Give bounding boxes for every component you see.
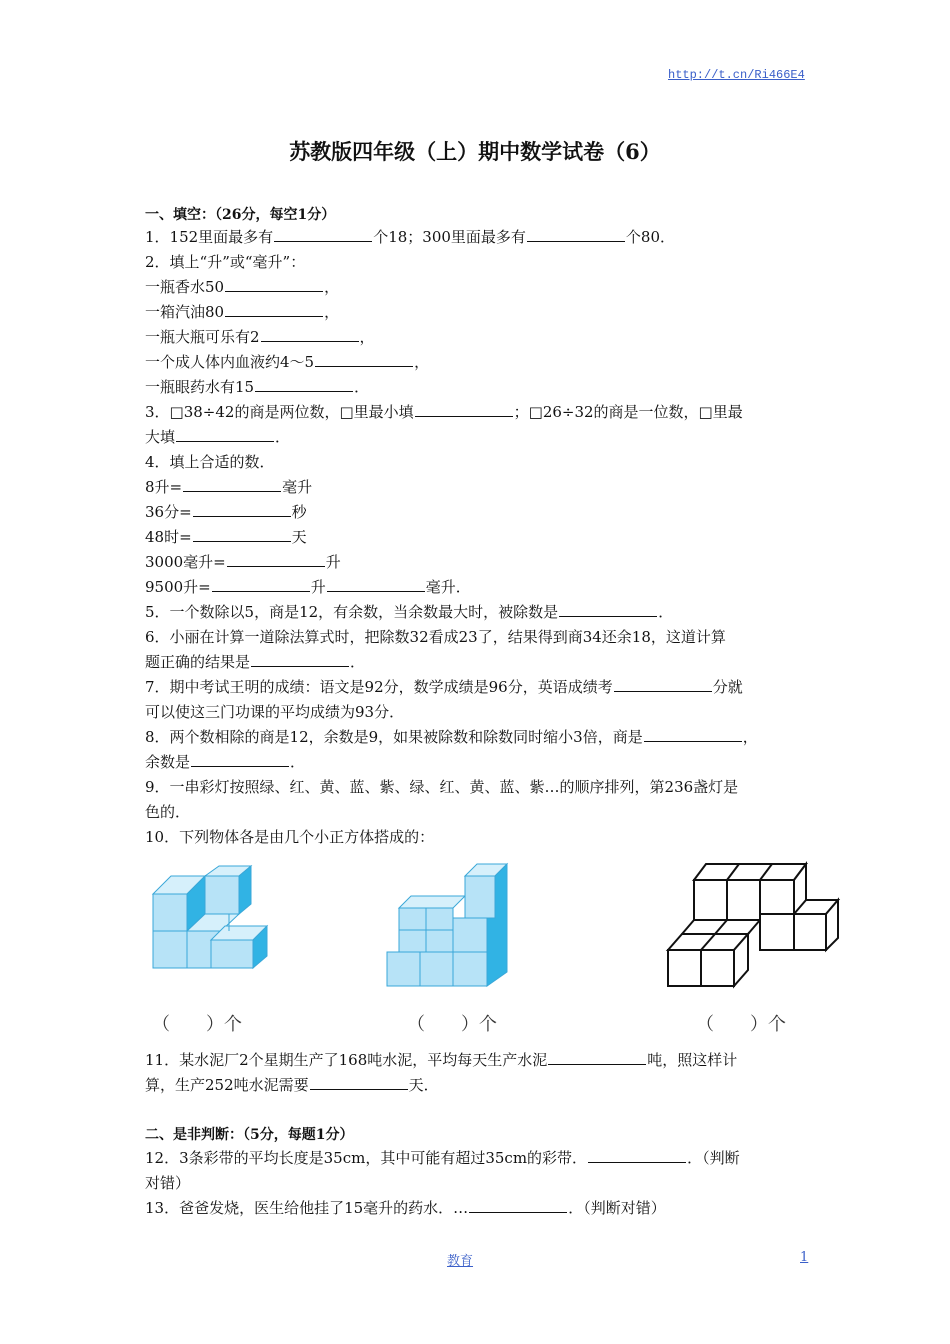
question-8: 8．两个数相除的商是12，余数是9，如果被除数和除数同时缩小3倍，商是 ， [145, 728, 758, 746]
section-heading-true-false: 二、是非判断：（5分，每题1分） [145, 1127, 354, 1143]
question-4-item: 9500升= 升 毫升． [145, 578, 471, 596]
question-2-item: 一箱汽油80 ， [145, 303, 340, 321]
question-8-cont: 余数是 ． [145, 753, 306, 771]
question-3-cont: 大填 ． [145, 428, 291, 446]
figure-1-caption: （ ）个 [152, 1014, 242, 1035]
cube-figure-2 [385, 862, 515, 988]
question-6: 6．小丽在计算一道除法算式时，把除数32看成23了，结果得到商34还余18，这道计算 [145, 628, 726, 646]
page-title: 苏教版四年级（上）期中数学试卷（6） [289, 139, 661, 164]
cube-figure-3 [664, 860, 844, 992]
question-13: 13．爸爸发烧，医生给他挂了15毫升的药水．… ．（判断对错） [145, 1199, 666, 1217]
question-2: 2．填上“升”或“毫升”： [145, 253, 306, 271]
question-7: 7．期中考试王明的成绩：语文是92分，数学成绩是96分，英语成绩考 分就 [145, 678, 743, 696]
question-4-item: 48时= 天 [145, 528, 307, 546]
question-2-item: 一瓶眼药水有15 ． [145, 378, 370, 396]
question-4-item: 36分= 秒 [145, 503, 307, 521]
question-2-item: 一个成人体内血液约4～5 ， [145, 353, 430, 371]
question-4-item: 3000毫升= 升 [145, 553, 341, 571]
question-4-item: 8升= 毫升 [145, 478, 313, 496]
question-11-cont: 算，生产252吨水泥需要 天． [145, 1076, 439, 1094]
question-7-cont: 可以使这三门功课的平均成绩为93分． [145, 703, 405, 721]
question-4: 4．填上合适的数． [145, 453, 275, 471]
cube-figure-1 [145, 864, 275, 984]
question-9-cont: 色的． [145, 803, 191, 821]
question-12: 12．3条彩带的平均长度是35cm，其中可能有超过35cm的彩带． ．（判断 [145, 1149, 740, 1167]
question-2-item: 一瓶香水50 ， [145, 278, 340, 296]
question-3: 3．□38÷42的商是两位数，□里最小填 ；□26÷32的商是一位数，□里最 [145, 403, 743, 421]
header-link[interactable]: http://t.cn/Ri466E4 [668, 68, 805, 82]
figure-3-caption: （ ）个 [696, 1014, 786, 1035]
question-12-cont: 对错） [145, 1174, 191, 1192]
question-1: 1．152里面最多有 个18；300里面最多有 个80． [145, 228, 675, 246]
question-6-cont: 题正确的结果是 ． [145, 653, 366, 671]
section-heading-fill-blank: 一、填空：（26分，每空1分） [145, 207, 336, 223]
question-9: 9．一串彩灯按照绿、红、黄、蓝、紫、绿、红、黄、蓝、紫…的顺序排列，第236盏灯是 [145, 778, 739, 796]
question-5: 5．一个数除以5，商是12，有余数，当余数最大时，被除数是 ． [145, 603, 674, 621]
page-number: 1 [800, 1250, 809, 1265]
footer-link[interactable]: 教育 [447, 1254, 474, 1269]
figure-2-caption: （ ）个 [407, 1014, 497, 1035]
question-11: 11．某水泥厂2个星期生产了168吨水泥，平均每天生产水泥 吨，照这样计 [145, 1051, 738, 1069]
question-2-item: 一瓶大瓶可乐有2 ， [145, 328, 375, 346]
question-10: 10．下列物体各是由几个小正方体搭成的： [145, 828, 435, 846]
